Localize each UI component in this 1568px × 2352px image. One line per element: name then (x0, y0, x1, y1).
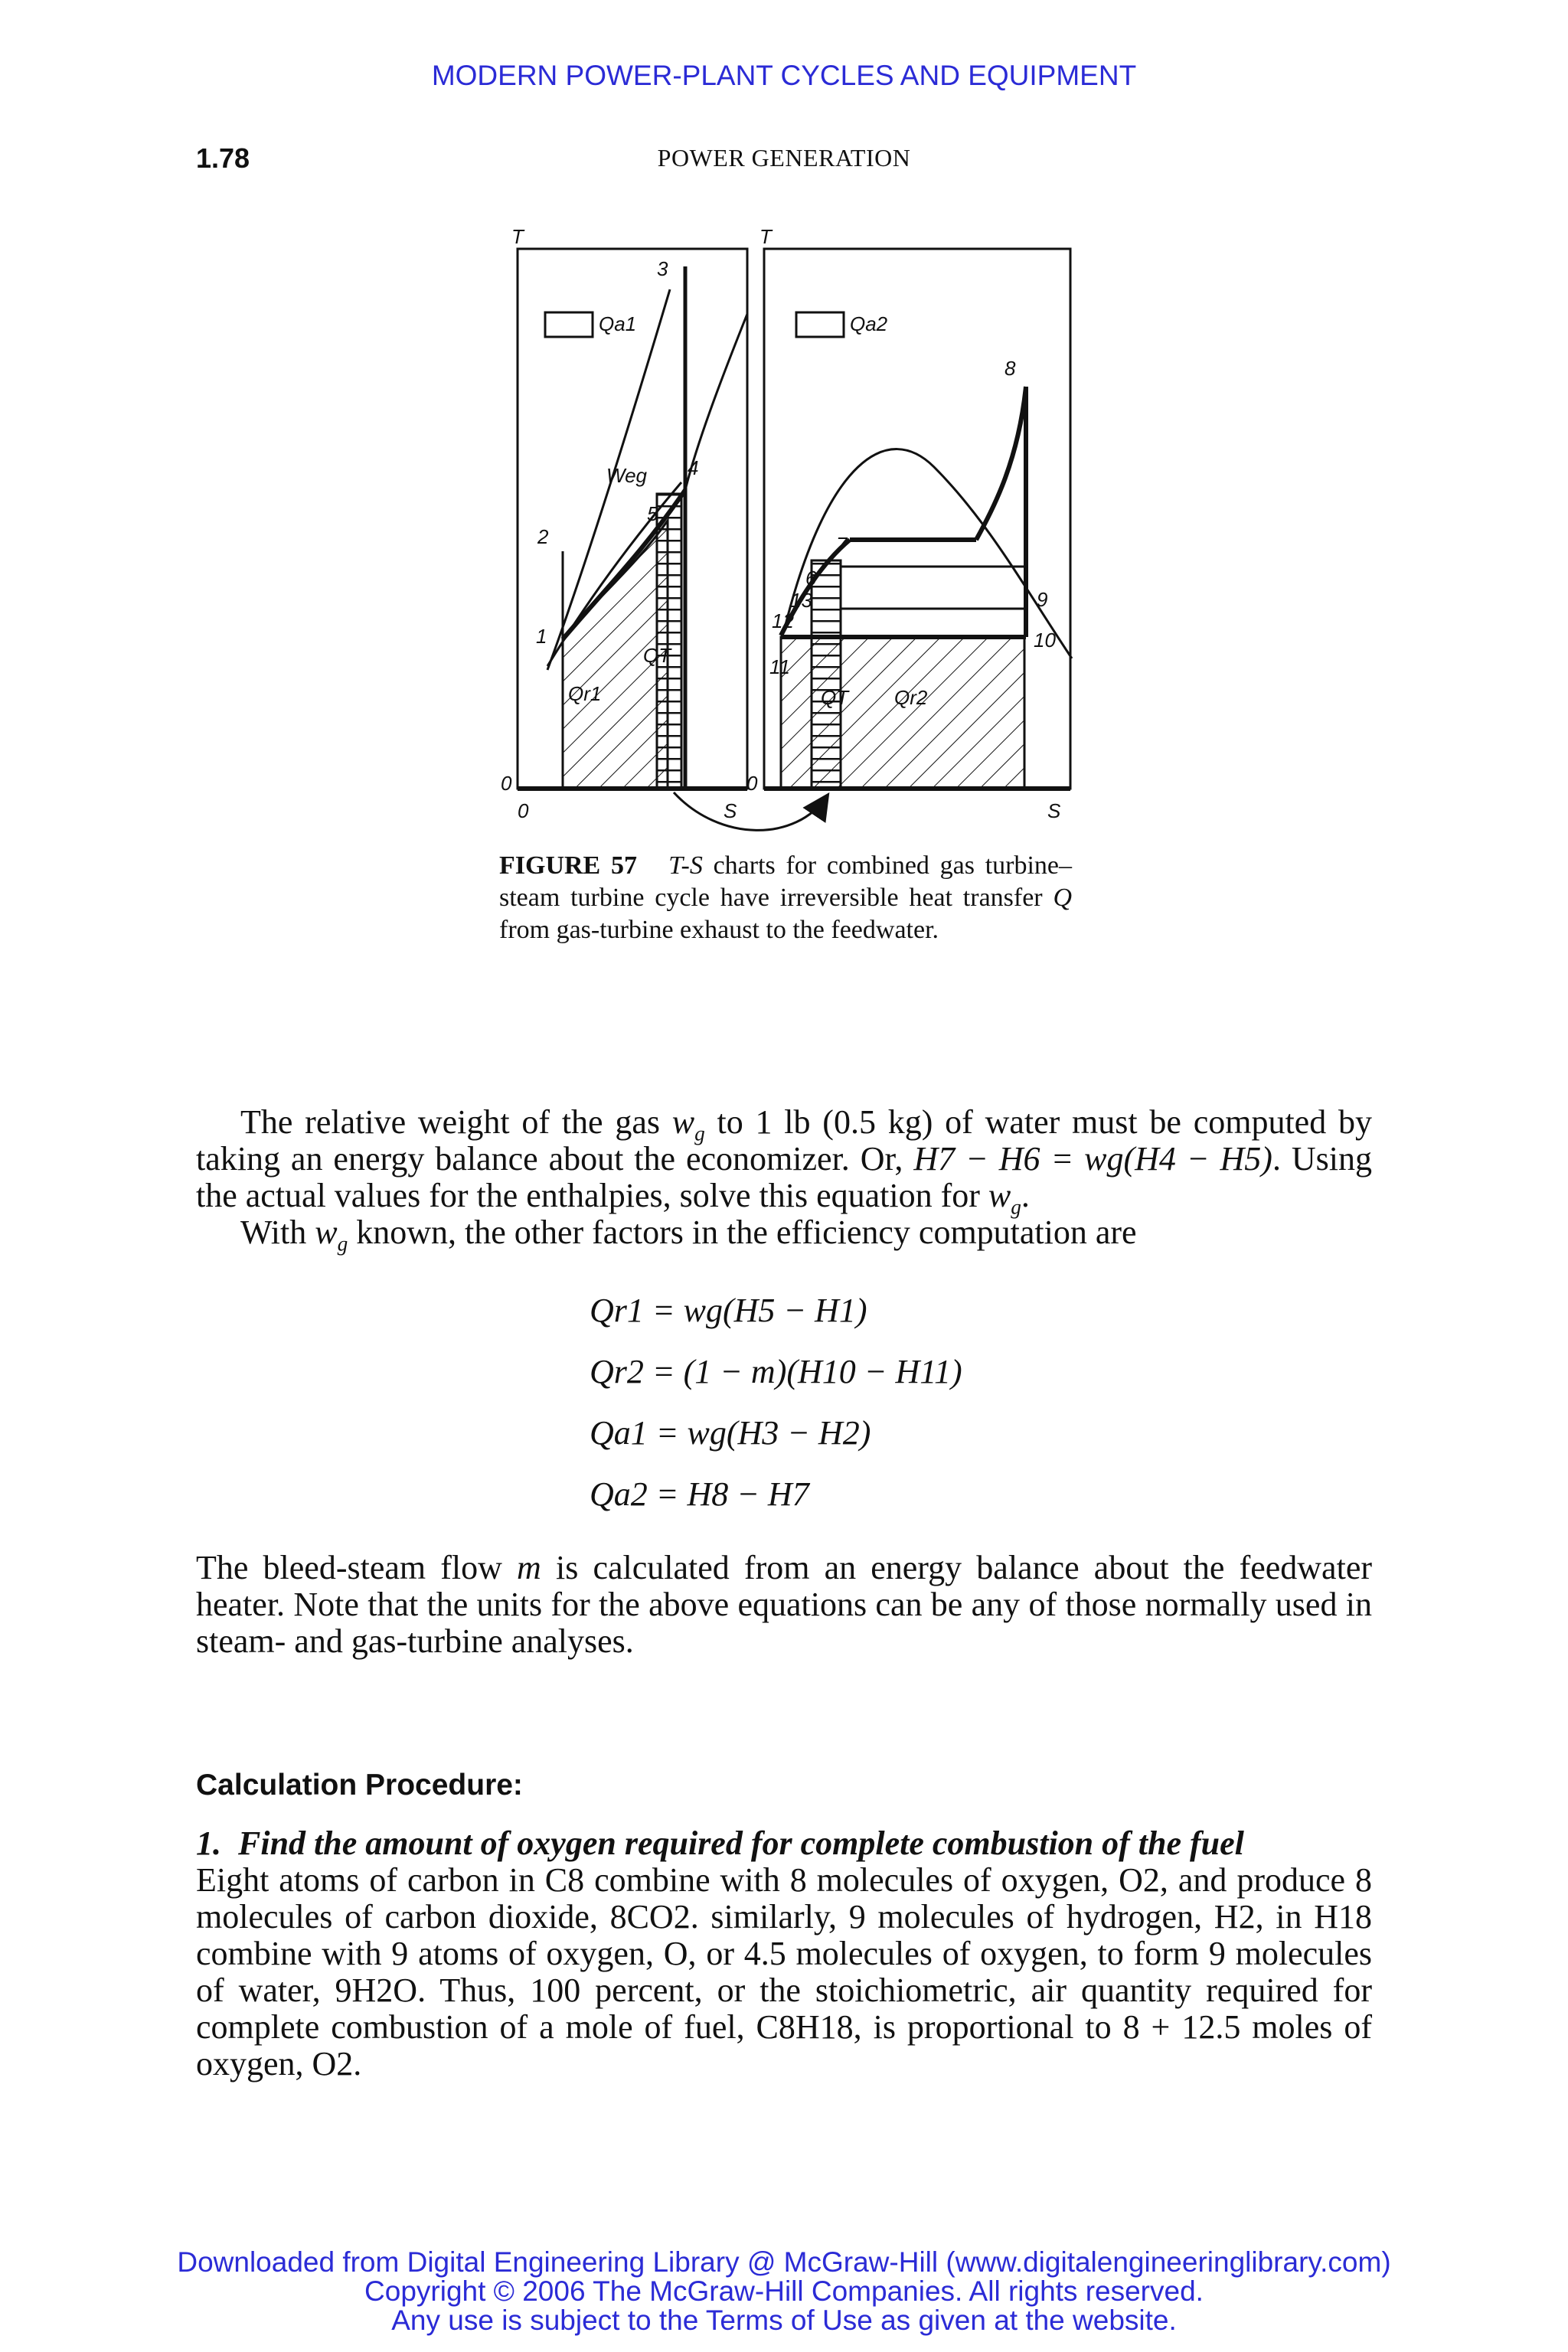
para3-text-1: The bleed-steam flow (196, 1549, 518, 1586)
footer-terms-line[interactable]: Any use is subject to the Terms of Use as given at the website. (391, 2305, 1177, 2336)
book-title-header: MODERN POWER-PLANT CYCLES AND EQUIPMENT (431, 60, 1137, 91)
point-1-label: 1 (536, 625, 547, 648)
right-s-axis-label: S (1047, 799, 1061, 822)
left-t-axis-label: T (511, 230, 524, 248)
step-1-title: Find the amount of oxygen required for complete combustion of the fuel (238, 1824, 1244, 1862)
point-9-label: 9 (1037, 588, 1048, 611)
section-heading: Calculation Procedure: (196, 1769, 523, 1802)
point-10-label: 10 (1034, 629, 1056, 652)
page-number: 1.78 (196, 142, 250, 174)
step-1-text: Eight atoms of carbon in C8 combine with 8 molecules of oxygen, O2, and produce 8 molecules of carbon dioxide, 8CO2. similarly, 9 molecules of hydrogen, H2, in H18 combine with 9 atoms of oxygen, O, or 4.5 molecules of oxygen, to form 9 molecules of water, 9H2O. Thus, 100 percent, or the stoichiometric, air quantity required for complete combustion of a mole of fuel, C8H18, is proportional to 8 + 12.5 moles of oxygen, O2. (196, 1861, 1372, 2082)
left-s-axis-label: S (724, 799, 737, 822)
qt-label-left: QT (643, 644, 671, 667)
para1-text-2: to 1 lb (0.5 kg) of water must be computed by taking an energy balance about the economizer. Or, (196, 1103, 1372, 1178)
qa1-box (545, 312, 593, 337)
point-13-label: 13 (790, 589, 812, 612)
caption-text-1: charts for combined gas turbine–steam turbine cycle have irreversible heat transfer (499, 851, 1073, 912)
qa1-label: Qa1 (599, 312, 637, 335)
para1-wg-g: g (694, 1122, 705, 1145)
body-paragraph-1: The relative weight of the gas $w_g$ to 1 lb (0.5 kg) of water must be computed by taking an energy balance about the economizer. Or, H7 − H6 = wg(H4 − H5). Using the actual values for the enthalpies, solve this equation for $w_g$. With $w_g$ known, the other factors in the efficiency computation are (196, 1103, 1373, 1256)
right-t-axis-label: T (760, 230, 772, 248)
ts-charts-figure (490, 230, 1087, 842)
qt-label-right: QT (821, 686, 849, 709)
equation-qa2: Qa2 = H8 − H7 (590, 1475, 809, 1513)
footer-copyright-line: Copyright © 2006 The McGraw-Hill Companies. All rights reserved. (364, 2275, 1204, 2307)
para1-wg-w: w (671, 1103, 695, 1141)
para3-m: m (517, 1549, 541, 1586)
body-paragraph-3 (196, 1550, 1372, 1660)
point-4-label: 4 (688, 456, 699, 479)
caption-q: Q (1053, 884, 1072, 912)
heat-transfer-arrow (674, 792, 827, 830)
point-5-label: 5 (647, 502, 658, 525)
equation-qr2: Qr2 = (1 − m)(H10 − H11) (590, 1353, 962, 1390)
qt-ladder-region (657, 494, 681, 789)
qa2-box (796, 312, 844, 337)
step-1 (196, 1825, 1372, 2082)
step-1-number: 1. (196, 1824, 221, 1862)
weg-label: Weg (606, 464, 647, 487)
left-origin-label-lower: 0 (518, 799, 529, 822)
point-7-label: 7 (836, 533, 848, 556)
qr2-label: Qr2 (894, 686, 928, 709)
para1-text-4: . (1021, 1177, 1030, 1214)
right-origin-label: 0 (746, 772, 758, 795)
qa2-label: Qa2 (850, 312, 888, 335)
point-6-label: 6 (805, 567, 817, 590)
caption-text-2: from gas-turbine exhaust to the feedwater. (499, 916, 939, 944)
caption-ts: T-S (668, 851, 703, 880)
figure-caption (499, 850, 1072, 946)
point-8-label: 8 (1004, 357, 1016, 380)
point-11-label: 11 (769, 655, 790, 678)
qr1-label: Qr1 (568, 682, 602, 705)
point-3-label: 3 (657, 257, 668, 280)
equation-qa1: Qa1 = wg(H3 − H2) (590, 1414, 871, 1452)
superheat-line (976, 387, 1026, 540)
point-2-label: 2 (537, 525, 549, 548)
para1-text-3: . Using the actual values for the enthalpies, solve this equation for (196, 1140, 1373, 1214)
equation-qr1: Qr1 = wg(H5 − H1) (590, 1292, 867, 1329)
footer-download-line[interactable]: Downloaded from Digital Engineering Library @ McGraw-Hill (www.digitalengineeringlibrary.com) (177, 2246, 1391, 2278)
left-origin-label: 0 (501, 772, 512, 795)
para1-equation: H7 − H6 = wg(H4 − H5) (913, 1140, 1272, 1178)
qt-ladder-region-right (812, 560, 841, 789)
figure-number: FIGURE 57 (499, 851, 637, 880)
para2-text-2: known, the other factors in the efficiency computation are (348, 1214, 1137, 1251)
point-12-label: 12 (772, 609, 794, 632)
para3-text-2: is calculated from an energy balance about the feedwater heater. Note that the units for the above equations can be any of those normally used in steam- and gas-turbine analyses. (196, 1549, 1372, 1660)
para1-text-1: The relative weight of the gas (240, 1103, 672, 1141)
running-head: POWER GENERATION (657, 144, 911, 172)
para2-text-1: With (240, 1214, 315, 1251)
